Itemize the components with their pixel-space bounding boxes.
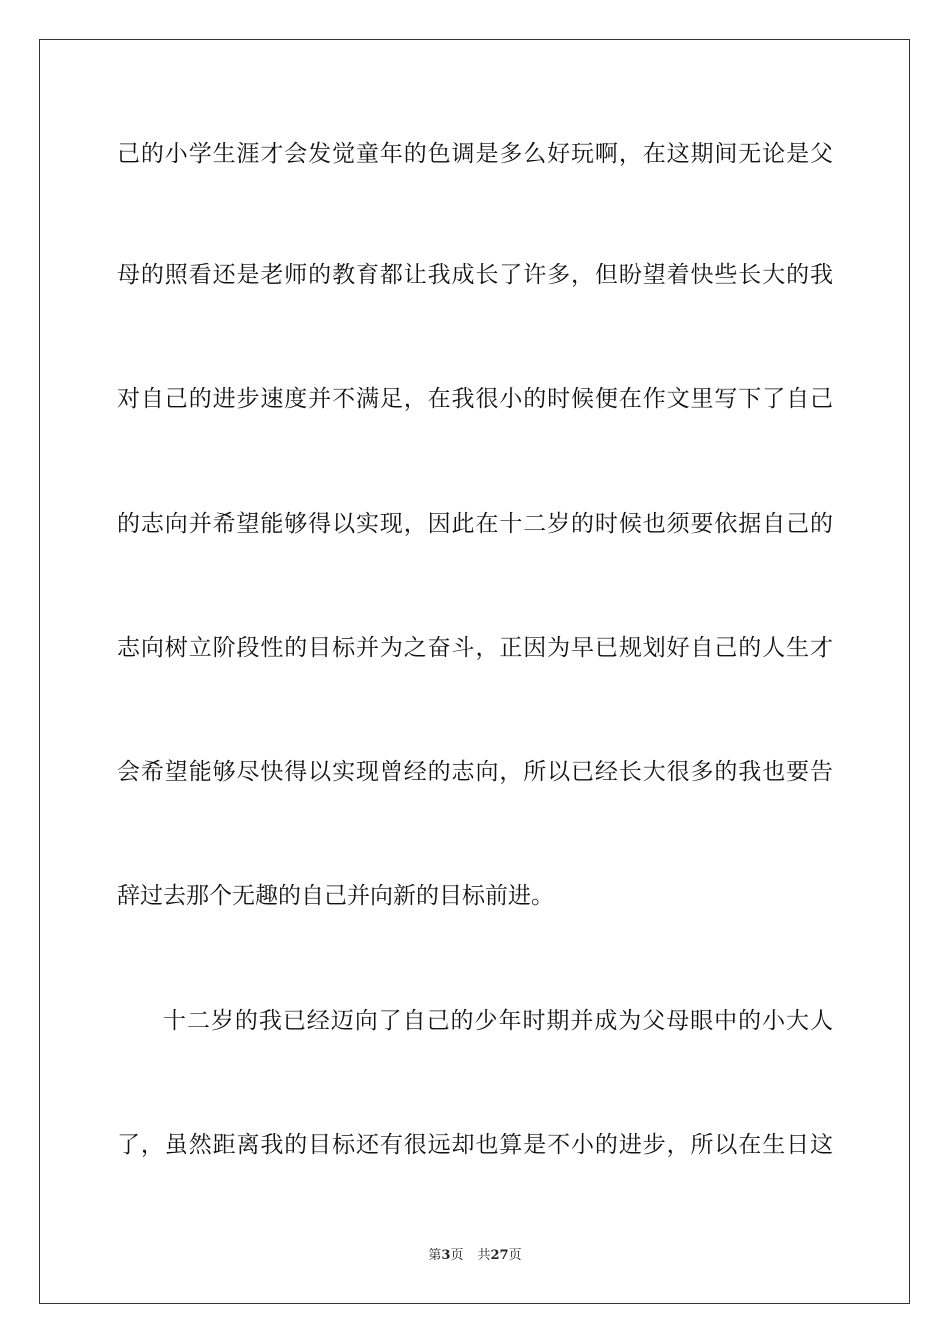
total-prefix: 共 xyxy=(477,1248,491,1263)
body-text-line-7: 辞过去那个无趣的自己并向新的目标前进。 xyxy=(117,883,554,909)
page-suffix: 页 xyxy=(450,1248,464,1263)
body-text-line-2: 母的照看还是老师的教育都让我成长了许多，但盼望着快些长大的我 xyxy=(117,262,833,288)
body-text-line-5: 志向树立阶段性的目标并为之奋斗，正因为早已规划好自己的人生才 xyxy=(117,635,833,661)
body-text-line-1: 己的小学生涯才会发觉童年的色调是多么好玩啊，在这期间无论是父 xyxy=(117,141,833,167)
body-text-line-4: 的志向并希望能够得以实现，因此在十二岁的时候也须要依据自己的 xyxy=(117,511,833,537)
body-text-line-3: 对自己的进步速度并不满足，在我很小的时候便在作文里写下了自己 xyxy=(117,386,833,412)
body-text-line-9: 了，虽然距离我的目标还有很远却也算是不小的进步，所以在生日这 xyxy=(117,1132,833,1158)
total-suffix: 页 xyxy=(508,1248,522,1263)
page-footer xyxy=(0,1247,950,1265)
page-number: 3 xyxy=(441,1248,451,1263)
page-border xyxy=(39,39,910,1304)
total-pages: 27 xyxy=(490,1248,509,1263)
paragraph-first-line: 十二岁的我已经迈向了自己的少年时期并成为父母眼中的小大人 xyxy=(163,1008,833,1034)
body-text-line-6: 会希望能够尽快得以实现曾经的志向，所以已经长大很多的我也要告 xyxy=(117,759,833,785)
page-prefix: 第 xyxy=(428,1248,442,1263)
